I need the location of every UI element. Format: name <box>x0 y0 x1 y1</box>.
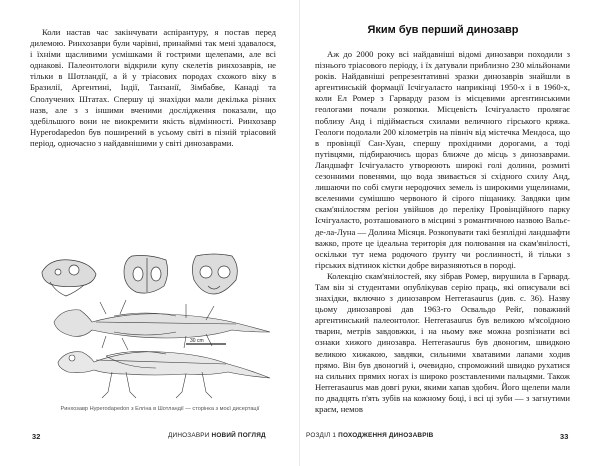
section-title: Яким був перший динозавр <box>367 24 519 36</box>
skull-front-view <box>192 254 237 294</box>
page-number-left: 32 <box>32 432 41 441</box>
hyperodapedon-figure <box>36 252 274 402</box>
skull-side-view <box>42 260 96 296</box>
skeleton-side-view <box>58 351 270 398</box>
right-page-text <box>315 49 570 415</box>
running-title-right: РОЗДІЛ 1 ПОХОДЖЕННЯ ДИНОЗАВРІВ <box>306 432 434 439</box>
figure-caption: Ринхозавр Hyperodapedon з Елгіна в Шотландії — сторінка з моєї дисертації <box>60 406 260 412</box>
page-number-right: 33 <box>560 432 569 441</box>
scale-bar <box>186 338 226 344</box>
left-page-text <box>30 27 276 149</box>
right-paragraph-1: Аж до 2000 року всі найдавніші відомі динозаври походили з пізнього тріасового періоду, і їх датували приблизно 230 мільйонами років. Найдавніші репрезентативні зразки динозаврів знайшли в аргентинській формації Ісчігуаласто наприкінці 1950-х і в 1960-х, коли Ел Ромер з Гарварду разом із місцевими аргентинськими геологами почали розкопки. Місцевість Ісчігуаласто пролягає поблизу Анд і підіймається схилами величного гірського кряжа. Геологи подолали 200 кілометрів на північ від містечка Мендоса, що в провінції Сан-Хуан, спершу прохідними дорогами, а тоді путівцями, підбираючись щораз ближче до місць з динозаврами. Ландшафт Ісчігуаласто утворюють широкі голі долини, розмиті сезонними повенями, що вода звивається зі східного схилу Анд, лишаючи по собі смуги неродючих земель із широкими ущелинами, вселеними сумішшю червоного й сірого піщанику. Завдяки цим скам'янілостям регіон увійшов до переліку Провінційного парку Ісчігуаласто, розташованого в місцині з романтичною назвою Вальє-де-ла-Луна — Долина Місяця. Розкопувати такі безплідні ландшафти важко, проте це ідеальна територія для полювання на скам'янілості, оскільки тут нема родючого ґрунту чи рослинності, й тільки з гірських відтинок кістки добре виразняються в породі. <box>315 49 570 270</box>
right-paragraph-2: Колекцію скам'янілостей, яку зібрав Ромер, вирушила в Гарвард. Там він зі студентами опублікував серію праць, які описували всі знахідки, включно з динозавром Herrerasaurus (див. с. 36). Назву цьому динозаврові дав 1963-го Освальдо Рейґ, поважний аргентинський палеонтолог. Herrerasaurus був великою м'ясоїдною тварин, метрів завдовжки, і на ньому вже можна розпізнати всі ознаки хижого динозавра. Herrerasaurus був двоногим, швидкою великою хижакою, завдяки, сильними хватавими лапами ходив прямо. Він був двоногий і, очевидно, спроможний швидко рухатися на сильних прямих ногах із широко розставленими пальцями. Також Herrerasaurus мав довгі руки, якими хапав здобич. Його щелепи мали по двадцять п'ять зубів на кожному боці, і всі ці зуби — з загнутими краєм, немов <box>315 270 570 414</box>
left-paragraph-1: Коли настав час закінчувати аспірантуру, я постав перед дилемою. Ринхозаври були чарівні, принаймні так мені здавалося, і їхніми щасливими усмішками й гострими щелепами, але всі однакові. Палеонтологи відкрили купу скелетів ринхозаврів, не тільки в Шотландії, а й у тріасових породах схожого віку в Бразилії, Аргентині, Індії, Танзанії, Зімбабве, Канаді та Сполучених Штатах. Спершу ці знахідки мали декілька різних назв, але з з іншими вченими дослідження показали, що здебільшого вони не виокремити якість відмінності. Ринхозавр Hyperodapedon був поширений в усьому світі в пізній тріасовий період, одночасно з найдавнішими у світі динозаврами. <box>30 27 276 148</box>
skull-top-view <box>124 256 168 294</box>
skeleton-dorsal-view <box>54 300 270 350</box>
running-title-left: ДИНОЗАВРИ НОВИЙ ПОГЛЯД <box>168 432 266 439</box>
scale-bar-label: 30 cm <box>190 338 204 344</box>
